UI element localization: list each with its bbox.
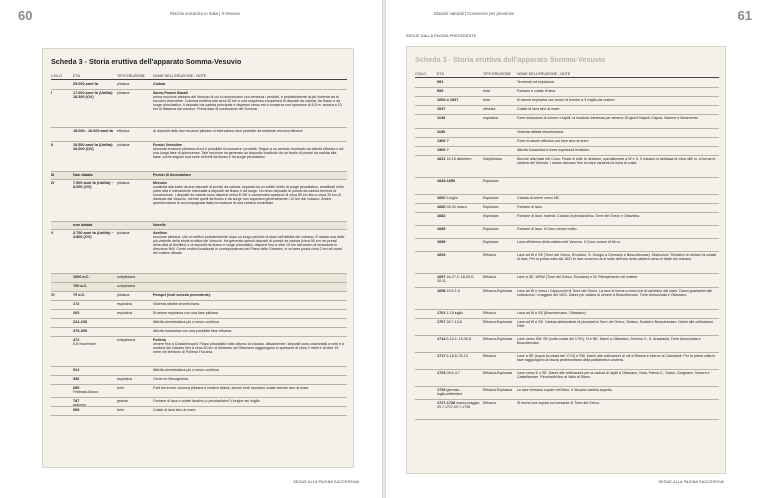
- cell-eta: [437, 107, 481, 111]
- cell-desc: Bocche alla base del Cono. Flussi in tutte le direzioni, specialmente a W e S. Il vulcano si abbassa di circa 480 m, si forma la caldera del Vesuvio. I lahars arrivano fino al mare variando la linea di costa.: [517, 157, 716, 166]
- cell-eta: [437, 130, 481, 134]
- cell-eta: [437, 401, 481, 410]
- table-row: [415, 204, 719, 213]
- cell-desc: Le lave formano cupole nell'Atrio. Il Vesuvio cambia aspetto: [517, 388, 612, 392]
- cell-eta: [73, 143, 115, 152]
- cell-desc-title: Codola: [153, 82, 166, 86]
- cell-tipo: Esplosiva: [483, 214, 499, 218]
- cell-desc: Caduta di ceneri verso NE.: [517, 196, 560, 200]
- cell-desc: Lave a SE, WSW (Torre del Greco, Ercolano) e W. Riempimento del cratere: [517, 275, 638, 279]
- col-header-eta: ETÀ: [73, 74, 80, 78]
- cell-eta-value: 968: [73, 408, 80, 412]
- table-row: [51, 274, 347, 283]
- table-row: [415, 400, 719, 420]
- cell-desc: Fontane di lava. Il Cono cresce molto.: [517, 227, 578, 231]
- cell-eta: [437, 214, 481, 218]
- cell-ciclo: III: [51, 173, 55, 177]
- cell-eta: [73, 223, 115, 227]
- cell-desc: Lave ad W e SE (Torre del Greco, Ercolano, S. Giorgio a Cremano e Boscotrecase). Distruzioni. Tentativo di deviare la colata di lava. Per la prima volta dal 1631 le lave scorrono al di sotto dell'orlo della caldera verso le falde del vulcano.: [517, 253, 716, 262]
- table-row: [51, 301, 347, 310]
- cell-tipo: Effusiva: [483, 311, 496, 315]
- box-title: Scheda 3 - Storia eruttiva dell'apparato Somma-Vesuvio: [415, 55, 606, 64]
- cell-eta-value: 512: [73, 368, 80, 372]
- cell-eta-value: 379-395: [73, 329, 87, 333]
- cell-desc: Lava ad W e SE (Boscotrecase, Ottaviano).: [517, 311, 587, 315]
- table-row: [415, 178, 719, 195]
- cell-desc-text: costituita alla base da due depositi di pomici da caduta, separati da un sottile livello di surge piroclastico, stratificati nella parte alta e interamente intercalati a depositi da flusso e da surge. Un terzo deposito di pomici da caduta termina la successione. I depositi da caduta sono dispersi verso E-NE e conservano spessori di circa 50 cm fino a circa 30 km di distanza dal Vesuvio, mentre quelli da flusso e da surge non superano generalmente i 10 km dal vulcano. Anche quest'eruzione fu accompagnata dalla formazione di una caldera sommitale.: [153, 185, 344, 206]
- cell-desc-text: eruzione pliniana, che si verificò probabilmente dopo un lungo periodo di stasi nell'attività del vulcano. È datata una delle più violente della storia eruttiva del Vesuvio. Ha generato spessi depositi di pomici da caduta (circa 50 cm nei pressi della città di Avellino) e di depositi da flusso e surge piroclastici, dispersi fino a oltre 15 km dal centro di emissione in direzione NW. Centri eruttivi localizzati in corrispondenza del Piano delle Ginestre, in un'area posta circa 2 km ad ovest del cratere attuale.: [153, 235, 345, 256]
- cell-eta-value: 1000 a.C.: [73, 275, 90, 279]
- cell-eta-note: 6-16.1; 15-30.6: [446, 337, 471, 341]
- table-row: [51, 230, 347, 274]
- cell-desc-title: Sarno-Pomici Basali: [153, 91, 188, 95]
- cell-eta-value: 1727-1728: [437, 401, 456, 405]
- cell-desc: Violenta attività stromboliana.: [517, 130, 564, 134]
- cell-eta: [437, 289, 481, 293]
- cell-desc-text: Colate di lava sino al mare.: [153, 408, 197, 412]
- cell-desc: Fontane di lava. Incendi. Caduta di piroclastiti su Torre del Greco e Ottaviano.: [517, 214, 641, 218]
- cell-eta: [73, 129, 115, 133]
- cell-eta-value: 17.000 anni fa (UniNa) 18.300 (OV): [73, 91, 113, 100]
- table-row: [415, 147, 719, 156]
- cell-eta: [73, 302, 115, 306]
- table-row: [51, 142, 347, 172]
- table-row: [51, 310, 347, 319]
- cell-tipo: forte: [483, 89, 491, 93]
- table-row: [415, 195, 719, 204]
- cell-tipo: esplosiva: [117, 302, 132, 306]
- table-row: [415, 138, 719, 147]
- cell-desc: Lave ad W e verso i Cappuccini di Torre del Greco. La lava si forma a mezz'ora di cammino dal mare. Danni gravissimi alle coltivazioni, i maggiori del 1631. Danni per caduta di cenere a Boscotrecase, Torre Annunziata e Ottaviano.: [517, 289, 713, 298]
- table-row: [415, 129, 719, 138]
- running-header: Rischio vulcanico in Italia | Il Vesuvio: [170, 11, 240, 16]
- cell-eta-value: 1006 o 1007: [437, 98, 459, 102]
- cell-desc-text: prima eruzione pliniana del Vesuvio di cui si riconoscano con certezza i prodotti, è probabilmente la più violenta tra le eruzioni vesuviane. Colonna eruttiva alta circa 20 km e una sequenza complessa di depositi da caduta, da flusso e da surge piroclastico. Il deposito da caduta principale è disperso verso est e conserva uno spessore di 6,5 m. ancora a 10 km di distanza dal vulcano. Prima fase di costruzione del Somma.: [153, 95, 342, 112]
- cell-desc-text: Fontane di lava e colate laviche (o piroclastiche?) lunghe sei miglia.: [153, 399, 261, 403]
- cell-eta: [437, 80, 481, 84]
- cell-tipo: pliniana: [117, 82, 130, 86]
- cell-desc-text: Violenta attività stromboliana.: [153, 302, 200, 306]
- cell-tipo: pliniana: [117, 91, 130, 95]
- cell-tipo: Effusiva Esplosiva: [483, 388, 513, 392]
- cell-eta-value: 25.000 anni fa: [73, 82, 98, 86]
- cell-eta-note: autunno: [73, 403, 86, 408]
- table-row: [51, 385, 347, 398]
- cell-ciclo: IV: [51, 181, 55, 185]
- cell-eta: [437, 205, 481, 209]
- cell-desc-title: Novelle: [153, 223, 166, 227]
- cell-desc-title: Pomici di Ameodolara: [153, 173, 191, 177]
- table-row: [51, 328, 347, 337]
- cell-eta-note: 16-18 dicembre: [446, 157, 472, 161]
- cell-tipo: Effusiva-Esplosiva: [483, 337, 513, 341]
- cell-eta-value: 1500 ?: [437, 148, 449, 152]
- page-number: 60: [18, 8, 33, 23]
- table-row: [415, 213, 719, 226]
- table-row: [415, 274, 719, 288]
- cell-eta: [437, 371, 481, 375]
- cell-desc: Lava ad W e SE. Caduta abbondante di piroclasti a Torre del Greco, Striano, Scafati e Boscotrecase. Danni alle coltivazioni. Fetti.: [517, 320, 714, 329]
- cell-desc: [153, 377, 345, 381]
- table-row: [415, 353, 719, 370]
- cell-tipo: esplosiva: [483, 116, 498, 120]
- cell-desc-text: Forti terremoti, colonna pliniana e relativo fallout, alcune fonti riportano colate laviche sino al mare: [153, 386, 309, 390]
- table-row: [415, 239, 719, 252]
- cell-eta-note: 19.5-1.6: [446, 289, 460, 293]
- cell-desc: Forte emissione di cenere e lapilli, la ricaduta interessa per almeno 30 giorni Napoli, Capua, Salerno e Benevento.: [517, 116, 699, 120]
- table-row: [51, 319, 347, 328]
- cell-desc: Terremoti ed esplosioni.: [517, 80, 555, 84]
- table-row: [51, 172, 347, 180]
- cell-eta: [437, 157, 481, 161]
- cell-eta: [73, 377, 115, 381]
- cell-desc: [153, 338, 345, 354]
- table-row: [51, 90, 347, 128]
- cell-desc-title: Mercato: [153, 181, 167, 185]
- cell-eta-note: 16-27.2; 18-26.9; 30.11.: [437, 275, 474, 284]
- cell-eta-value: 700 a.C.: [73, 284, 88, 288]
- cell-eta-value: 1694: [437, 253, 446, 257]
- cell-desc-text: seconda eruzione pliniana di cui è possibile riconoscere i prodotti. Segue a un periodo dominato da attività effusiva e ad una lunga fase di quiescenza. Tale eruzione ha generato un deposito costituito da un livello di pomici da caduta alla base, cui fa seguito una serie di livelli da flusso e da surge piroclastico.: [153, 147, 344, 160]
- table-header: [51, 73, 347, 80]
- cell-eta: [73, 173, 115, 177]
- cell-tipo: subpliniana: [117, 275, 136, 279]
- info-box: [406, 46, 726, 474]
- cell-eta-value: 1698: [437, 289, 446, 293]
- cell-eta: [73, 329, 115, 333]
- cell-desc: [153, 329, 345, 333]
- cell-desc: Colate di lava sino al mare.: [517, 107, 561, 111]
- cell-desc-text: Ai depositi delle due eruzioni pliniane si intercalano lave prodotte da modeste eruzioni effusive: [153, 129, 303, 133]
- cell-eta-value: 536: [73, 377, 80, 381]
- col-header-desc: NOME DELL'ERUZIONE - NOTE: [517, 72, 571, 76]
- cell-desc: Lave a SE (sopra la colata del 1714) e SW. Danni alle coltivazioni di viti a Resina e intorno ai Camaldoli. Per la prima volta le lave raggiungono la fascia pedemontana della piattaforma costiera.: [517, 354, 716, 363]
- table-row: [415, 88, 719, 97]
- col-header-ciclo: CICLO: [51, 74, 62, 78]
- cell-desc: [153, 223, 345, 227]
- table-row: [415, 226, 719, 239]
- table-row: [415, 288, 719, 310]
- cell-eta-value: 1649-1650: [437, 179, 456, 183]
- table-row: [415, 319, 719, 336]
- cell-tipo: effusiva: [117, 129, 130, 133]
- cell-desc: Eruzione esplosiva con lancio di bombe a 3 miglia dal cratere.: [517, 98, 616, 102]
- cell-tipo: pliniana: [117, 293, 130, 297]
- cell-eta-value: 1717: [437, 354, 446, 358]
- table-row: [415, 387, 719, 400]
- cell-tipo: Esplosiva: [483, 196, 499, 200]
- cell-eta-value: 7.900 anni fa (UniNa) ~ 8.000 (OV): [73, 181, 114, 190]
- cell-desc-title: Pompei (vedi scheda precedente).: [153, 293, 212, 297]
- running-header: Disastri naturali | Conoscere per prevenire: [434, 11, 515, 16]
- cell-eta-note: gennaio -luglio,settembre: [437, 388, 463, 397]
- cell-eta: [437, 148, 481, 152]
- table-row: [51, 292, 347, 301]
- cell-tipo: pliniana: [117, 181, 130, 185]
- cell-eta: [73, 284, 115, 288]
- cell-desc: [153, 320, 345, 324]
- cell-eta-value: 1701: [437, 311, 446, 315]
- table-row: [51, 128, 347, 142]
- continued-from-note: SEGUE DALLA PAGINA PRECEDENTE: [406, 34, 477, 38]
- cell-desc: [153, 231, 345, 255]
- cell-tipo: Esplosiva: [483, 179, 499, 183]
- cell-desc: Fontane e colate di lava: [517, 89, 556, 93]
- cell-tipo: pliniana: [117, 231, 130, 235]
- table-row: [51, 222, 347, 230]
- cell-eta: [73, 338, 115, 347]
- table-row: [415, 115, 719, 129]
- table-header: [415, 71, 719, 78]
- cell-eta-value: 1689: [437, 240, 446, 244]
- cell-desc: [153, 181, 345, 205]
- cell-ciclo: V: [51, 231, 54, 235]
- cell-eta-value: 472: [73, 338, 80, 342]
- cell-tipo: forte: [483, 98, 491, 102]
- cell-desc: [153, 302, 345, 306]
- table-row: [415, 106, 719, 115]
- table-row: [51, 367, 347, 376]
- cell-eta-note: 28.6-4.7: [446, 371, 460, 375]
- table-row: [51, 407, 347, 416]
- cell-eta-value: 18.000 - 16.000 anni fa: [73, 129, 113, 133]
- cell-eta: [437, 275, 481, 284]
- cell-eta: [437, 311, 481, 315]
- table-row: [415, 370, 719, 387]
- table-row: [51, 337, 347, 367]
- cell-eta-value: 1150: [437, 130, 446, 134]
- table-row: [415, 252, 719, 274]
- cell-desc: [153, 173, 345, 177]
- eruption-table: [51, 81, 347, 416]
- cell-eta: [73, 293, 115, 297]
- cell-desc: [153, 368, 345, 372]
- table-row: [415, 156, 719, 178]
- cell-eta-value: 1306 ?: [437, 139, 449, 143]
- cell-tipo: effusiva: [483, 107, 496, 111]
- cell-desc: Forte eruzione effusiva con lave sino al mare.: [517, 139, 590, 143]
- cell-eta: [73, 231, 115, 240]
- cell-eta-note: 26-30 marzo: [446, 205, 467, 209]
- cell-tipo: grande: [117, 399, 129, 403]
- cell-eta-value: 685: [73, 386, 80, 390]
- page-number: 61: [737, 8, 752, 23]
- cell-eta-note: 1-15 luglio: [446, 311, 464, 315]
- cell-eta-value: 15.500 anni fa (UniNa) 16.000 (OV): [73, 143, 113, 152]
- cell-desc: [153, 386, 345, 390]
- table-row: [415, 310, 719, 319]
- cell-eta-note: 28.7-13.8: [446, 320, 462, 324]
- cell-tipo: Esplosiva: [483, 205, 499, 209]
- info-box: [42, 48, 354, 468]
- cell-desc: Si forma una cupola sul versante di Torre del Greco.: [517, 401, 600, 405]
- cell-eta-value: 1682: [437, 214, 446, 218]
- cell-eta: [437, 240, 481, 244]
- cell-eta-value: 991: [437, 80, 444, 84]
- cell-desc: [153, 91, 345, 111]
- cell-desc-text: Eruzione esplosiva con una fase pliniana: [153, 311, 219, 315]
- cell-eta-value: 1680: [437, 205, 446, 209]
- cell-desc: Fontane di lava.: [517, 205, 543, 209]
- cell-desc-title: Avellino: [153, 231, 167, 235]
- cell-desc: [153, 143, 345, 159]
- cell-eta: [73, 320, 115, 324]
- cell-eta: [73, 275, 115, 279]
- cell-eta: [437, 253, 481, 257]
- cell-desc: [153, 311, 345, 315]
- box-title: Scheda 3 - Storia eruttiva dell'apparato Somma-Vesuvio: [51, 57, 242, 66]
- table-row: [415, 79, 719, 88]
- table-row: [415, 97, 719, 106]
- cell-desc: [153, 399, 345, 403]
- cell-eta-value: 999: [437, 89, 444, 93]
- right-page: [384, 0, 768, 498]
- cell-desc-text: Attività fumarolica con una possibile fase effusiva.: [153, 329, 233, 333]
- cell-desc: Lave verso SW, SE (sulla colata del 1701), N e NE. Danni a Ottaviano, Somma V., S. Anastasia, Torre Annunziata e Boscotrecase.: [517, 337, 701, 346]
- cell-eta: [437, 227, 481, 231]
- cell-eta: [437, 89, 481, 93]
- cell-eta-value: 1725: [437, 388, 446, 392]
- table-row: [51, 376, 347, 385]
- continued-note: SEGUE ALLA PAGINA SUCCESSIVA: [658, 480, 724, 484]
- cell-eta-value: non datata: [73, 223, 93, 227]
- cell-tipo: forte: [117, 408, 125, 412]
- cell-tipo: Effusiva-Esplosiva: [483, 371, 513, 375]
- table-row: [51, 81, 347, 90]
- cell-eta: [437, 320, 481, 324]
- cell-eta: [437, 98, 481, 102]
- cell-eta-value: 1697: [437, 275, 446, 279]
- cell-eta: [437, 179, 481, 183]
- cell-tipo: Esplosiva: [483, 227, 499, 231]
- cell-eta-value: 1631: [437, 157, 446, 161]
- cell-eta-value: 172: [73, 302, 80, 306]
- cell-eta-note: marzo-maggio; 29.7.1727-29.7.1728: [437, 401, 481, 410]
- cell-desc-title: Pollena: [153, 338, 166, 342]
- cell-eta: [73, 408, 115, 412]
- table-row: [51, 398, 347, 407]
- cell-tipo: Effusiva: [483, 401, 496, 405]
- cell-eta: [437, 116, 481, 120]
- col-header-eta: ETÀ: [437, 72, 444, 76]
- cell-eta: [73, 386, 115, 395]
- cell-eta-note: Febbraio-Marzo: [73, 390, 99, 395]
- cell-eta-value: 1660: [437, 196, 446, 200]
- cell-desc: [153, 82, 345, 86]
- cell-eta: [437, 354, 481, 358]
- cell-eta: [437, 388, 481, 397]
- cell-desc-text: Attività stromboliana più o meno continua.: [153, 320, 220, 324]
- cell-tipo: esplosiva: [117, 377, 132, 381]
- cell-eta-value: 1139: [437, 116, 446, 120]
- cell-eta: [73, 368, 115, 372]
- cell-ciclo: II: [51, 143, 54, 147]
- cell-eta-note: 3 luglio: [446, 196, 458, 200]
- cell-tipo: forte: [117, 386, 125, 390]
- cell-desc: Lava all'interno della caldera del Vesuvio. Il Cono cresce di 66 m.: [517, 240, 621, 244]
- cell-tipo: Subpliniana: [483, 157, 502, 161]
- cell-eta-value: 1714: [437, 337, 446, 341]
- cell-eta: [73, 82, 115, 86]
- cell-eta-note: 6-18.6; 22-13: [446, 354, 468, 358]
- cell-desc: [153, 408, 345, 412]
- cell-eta-value: 1723: [437, 371, 446, 375]
- cell-eta: [437, 196, 481, 200]
- cell-tipo: esplosiva: [117, 311, 132, 315]
- cell-eta-value: Non datata: [73, 173, 93, 177]
- table-row: [415, 336, 719, 353]
- cell-tipo: Effusiva: [483, 253, 496, 257]
- table-row: [51, 283, 347, 292]
- cell-desc: Attività fumarolica e forse esplosioni freatiche.: [517, 148, 591, 152]
- cell-eta-value: 1037: [437, 107, 446, 111]
- cell-eta-value: 787: [73, 399, 80, 403]
- cell-desc-text: cenere fino a Costantinopoli. Flussi piroclastici tutto attorno al vulcano. Attualmente i depositi sono osservabili a nord e a nordest del vulcano fino a circa 30 km di distanza; ad Ottaviano raggiungono lo spessore di circa 2 metri e di oltre 15 metri nel territorio di Pollena Trocchia.: [153, 342, 345, 355]
- cell-eta-value: 1707: [437, 320, 446, 324]
- col-header-desc: NOME DELL'ERUZIONE - NOTE: [153, 74, 207, 78]
- cell-desc: [153, 129, 345, 133]
- eruption-table: [415, 79, 719, 420]
- col-header-ciclo: CICLO: [415, 72, 426, 76]
- cell-eta-value: 203: [73, 311, 80, 315]
- cell-eta-value: 1685: [437, 227, 446, 231]
- cell-desc-text: Ceneri in Mesogiornia: [153, 377, 188, 381]
- cell-desc: Lave verso E e SE. Danni alle coltivazioni per la caduta di lapilli a Ottaviano, Nola, Palma C., Sarno, Gragnano, Nocera e Castellamare. Piroclastiti fino al Vallo di Diano.: [517, 371, 710, 380]
- cell-tipo: subpliniana: [117, 338, 136, 342]
- cell-tipo: Effusiva-Esplosiva: [483, 320, 513, 324]
- cell-tipo: subpliniana: [117, 284, 136, 288]
- cell-eta: [73, 91, 115, 100]
- cell-desc-text: Attività stromboliana più o meno continua: [153, 368, 219, 372]
- cell-tipo: pliniana: [117, 143, 130, 147]
- cell-tipo: Esplosiva: [483, 240, 499, 244]
- book-spine: [382, 0, 386, 498]
- cell-eta-value: 79 d.C.: [73, 293, 86, 297]
- cell-eta: [73, 181, 115, 190]
- cell-eta: [73, 311, 115, 315]
- continued-note: SEGUE ALLA PAGINA SUCCESSIVA: [293, 480, 359, 484]
- cell-ciclo: VI: [51, 293, 55, 297]
- cell-tipo: Effusiva: [483, 275, 496, 279]
- col-header-tipo: TIPO ERUZIONE: [483, 72, 511, 76]
- col-header-tipo: TIPO ERUZIONE: [117, 74, 145, 78]
- cell-tipo: Effusiva-Esplosiva: [483, 289, 513, 293]
- cell-ciclo: I: [51, 91, 53, 95]
- cell-eta-value: 222-235: [73, 320, 87, 324]
- cell-eta: [437, 139, 481, 143]
- cell-desc: [153, 293, 345, 297]
- cell-eta-value: 3.750 anni fa (UniNa) ~ 3.800 (OV): [73, 231, 114, 240]
- cell-eta-note: 5-6 Novembre: [73, 342, 96, 347]
- cell-tipo: Effusiva: [483, 354, 496, 358]
- table-row: [51, 180, 347, 222]
- cell-eta: [437, 337, 481, 341]
- cell-desc-title: Pomici Verdoline: [153, 143, 182, 147]
